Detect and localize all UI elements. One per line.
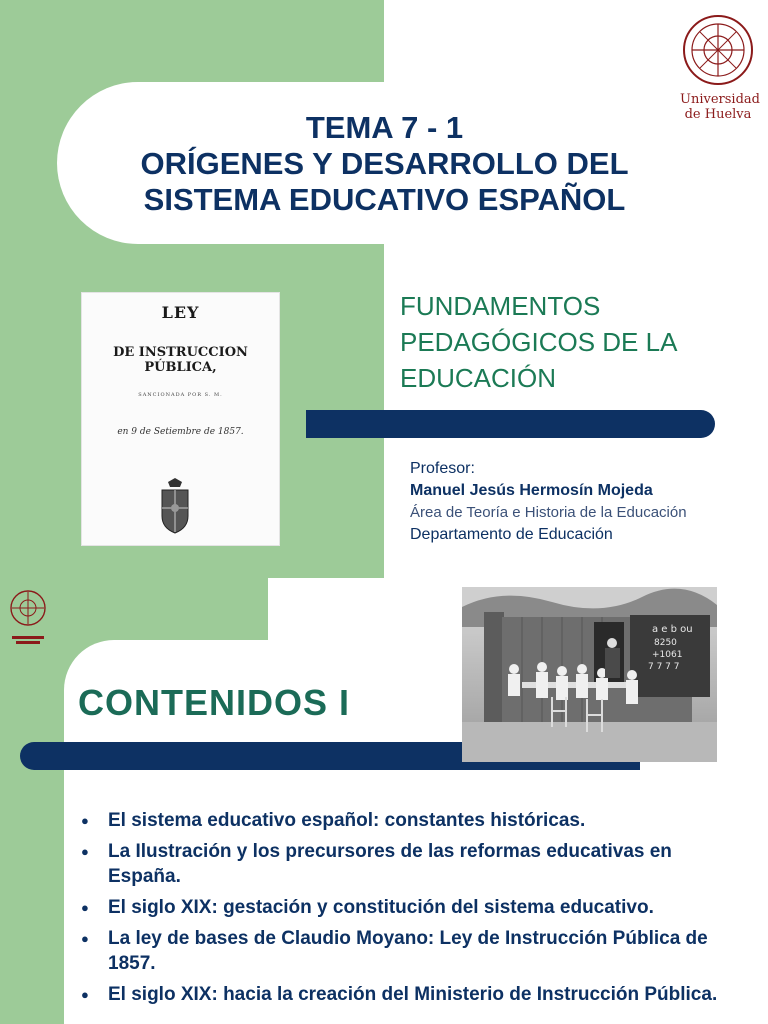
professor-department: Departamento de Educación (410, 526, 613, 543)
slide-title: TEMA 7 - 1 ORÍGENES Y DESARROLLO DEL SISTEMA EDUCATIVO ESPAÑOL (140, 110, 629, 217)
blackboard-line2: 8250 (654, 638, 677, 648)
logo-text-line1: Universidad (680, 92, 760, 107)
blackboard-line1: a e b ou (652, 624, 693, 635)
outdoor-school-photo-icon (462, 587, 717, 762)
university-seal-icon (680, 14, 756, 90)
law-subtitle: DE INSTRUCCION PÚBLICA, (113, 345, 248, 375)
list-item: ● El siglo XIX: gestación y constitución del sistema educativo. (78, 895, 728, 920)
historic-classroom-photo (462, 587, 717, 762)
divider-bar (306, 410, 715, 438)
logo-text-line2: de Huelva (684, 107, 752, 122)
professor-label: Profesor: (410, 460, 475, 477)
professor-name: Manuel Jesús Hermosín Mojeda (410, 482, 653, 499)
contents-list (78, 808, 728, 1013)
professor-info (410, 458, 687, 546)
law-sanction: SANCIONADA POR S. M. (138, 392, 223, 398)
law-date: en 9 de Setiembre de 1857. (117, 427, 244, 437)
professor-area: Área de Teoría e Historia de la Educación (410, 504, 687, 521)
blackboard-line4: 7 7 7 7 (648, 662, 680, 672)
royal-crest-icon (154, 478, 196, 534)
list-item: ● La ley de bases de Claudio Moyano: Ley de Instrucción Pública de 1857. (78, 926, 728, 976)
list-item: ● El sistema educativo español: constantes históricas. (78, 808, 728, 833)
university-logo-small (8, 588, 48, 640)
law-title: LEY (161, 303, 200, 322)
university-wordmark-icon (8, 634, 48, 646)
law-document-image (82, 293, 279, 545)
list-item: ● La Ilustración y los precursores de las reformas educativas en España. (78, 839, 728, 889)
blackboard-line3: +1061 (652, 650, 683, 660)
course-subject: FUNDAMENTOS PEDAGÓGICOS DE LA EDUCACIÓN (400, 291, 678, 393)
university-logo (680, 14, 760, 124)
university-seal-icon (8, 588, 48, 628)
list-item: ● El siglo XIX: hacia la creación del Ministerio de Instrucción Pública. (78, 982, 728, 1007)
section-heading: CONTENIDOS I (78, 682, 351, 723)
